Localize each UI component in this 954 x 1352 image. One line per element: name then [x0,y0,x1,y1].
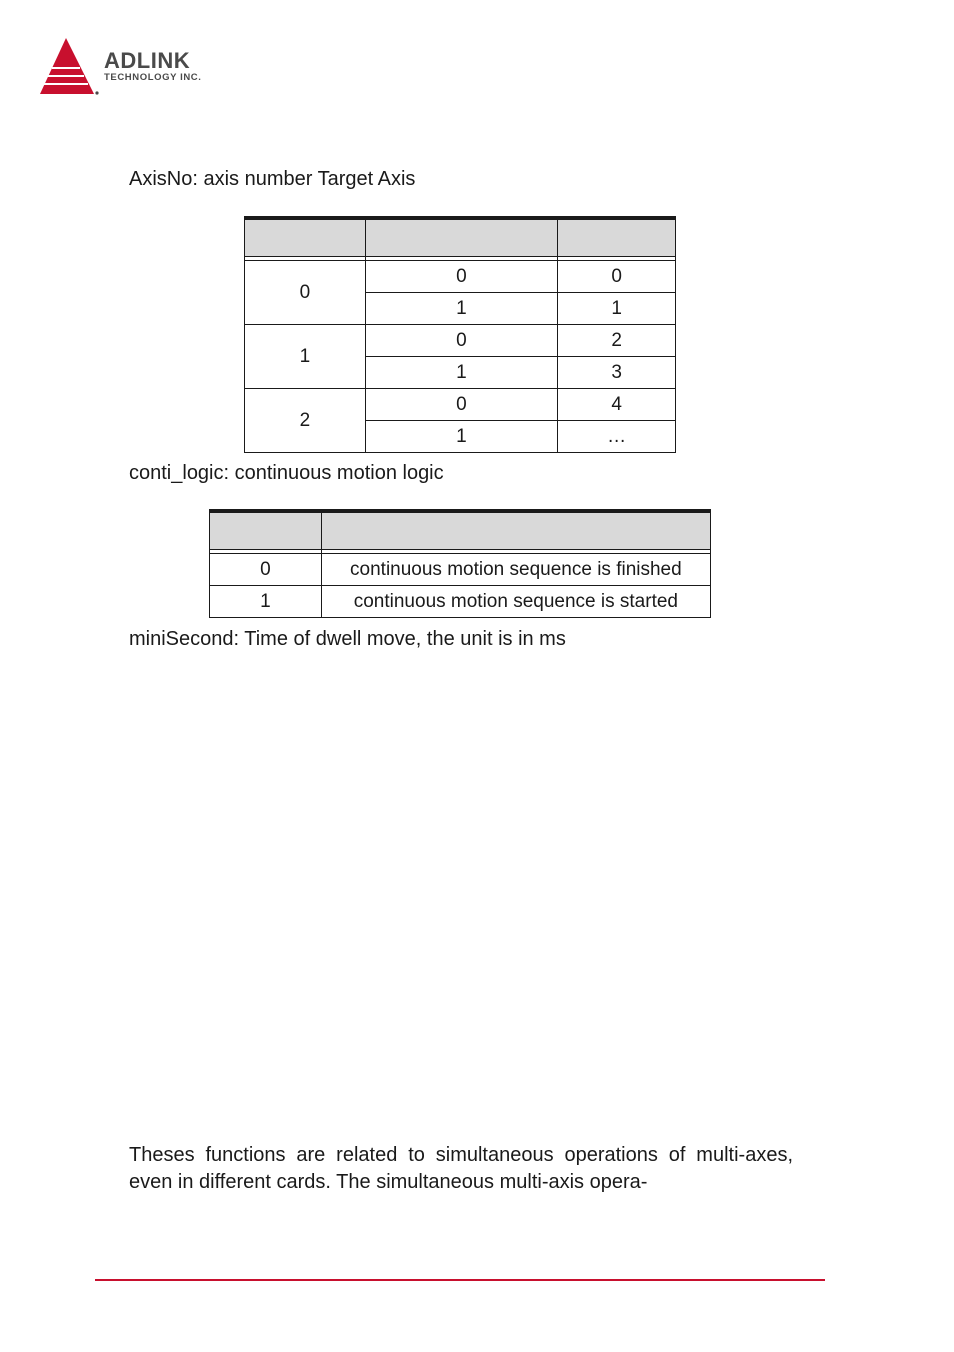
brand-name: ADLINK [104,48,191,73]
table-row [245,325,676,357]
table-cell: 3 [558,357,676,389]
table-header-cell [558,218,676,257]
table-header-row [245,218,676,257]
table-cell: 1 [365,357,558,389]
brand-subtitle: TECHNOLOGY INC. [104,72,202,83]
axis-number-table [244,216,676,453]
table-header-cell [365,218,558,257]
table-cell: continuous motion sequence is started [321,586,710,618]
table-row [245,389,676,421]
table-header-cell [245,218,366,257]
table-cell: 1 [558,293,676,325]
table-row [210,554,711,586]
table-cell: 0 [365,389,558,421]
table-cell: 1 [210,586,322,618]
table-cell: 0 [365,325,558,357]
table-cell: 4 [558,389,676,421]
table-cell: 0 [365,261,558,293]
table-row [245,261,676,293]
table-header-cell [321,511,710,550]
table-cell: 2 [558,325,676,357]
table-cell: 2 [245,389,366,453]
table-cell: 1 [245,325,366,389]
body-paragraph: Theses functions are related to simultaneous operations of multi-axes, even in different cards. The simultaneous multi-axis opera- [129,1144,793,1193]
axisno-description: AxisNo: axis number Target Axis [129,168,416,190]
adlink-triangle-logo-icon [38,38,102,98]
table-cell: … [558,421,676,453]
conti-logic-table [209,509,711,618]
table-cell: 0 [245,261,366,325]
table-header-row [210,511,711,550]
conti-logic-description: conti_logic: continuous motion logic [129,462,444,484]
table-cell: 1 [365,421,558,453]
adlink-logo [38,38,238,98]
table-row [210,586,711,618]
footer-rule [95,1279,825,1281]
table-cell: continuous motion sequence is finished [321,554,710,586]
table-header-cell [210,511,322,550]
minisecond-description: miniSecond: Time of dwell move, the unit is in ms [129,628,566,650]
table-cell: 0 [210,554,322,586]
table-cell: 1 [365,293,558,325]
table-cell: 0 [558,261,676,293]
